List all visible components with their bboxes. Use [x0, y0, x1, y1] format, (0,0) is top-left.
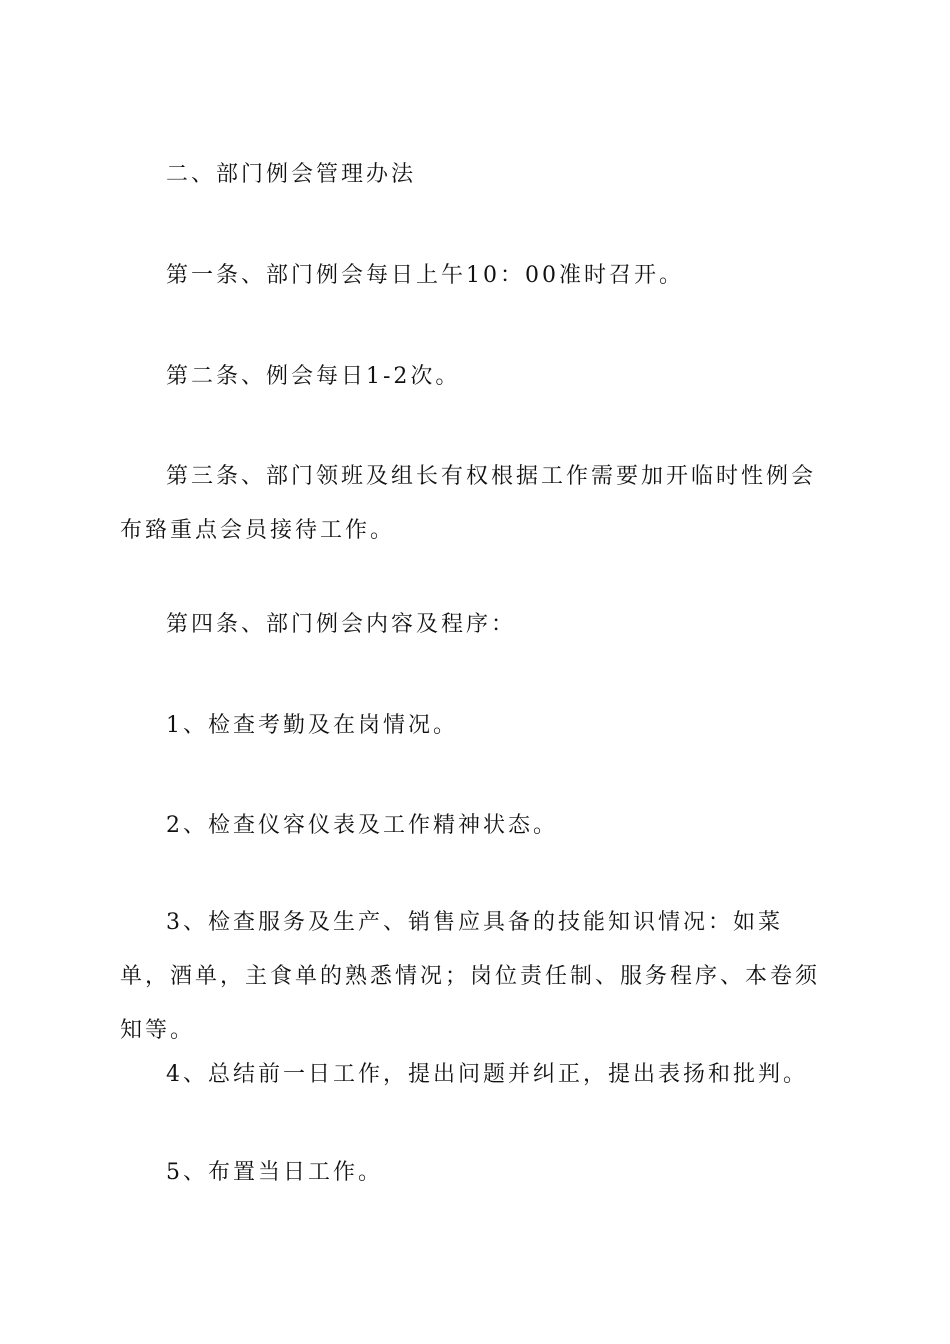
- list-item-5: 5、布置当日工作。: [166, 1160, 383, 1185]
- list-item-1: 1、检查考勤及在岗情况。: [166, 713, 458, 738]
- article-2: 第二条、例会每日1-2次。: [166, 364, 461, 389]
- list-item-2: 2、检查仪容仪表及工作精神状态。: [166, 813, 558, 838]
- article-3: 第三条、部门领班及组长有权根据工作需要加开临时性例会布臵重点会员接待工作。: [120, 464, 817, 543]
- list-item-3: 3、检查服务及生产、销售应具备的技能知识情况：如菜单，酒单，主食单的熟悉情况；岗位责任制、服务程序、本卷须知等。: [120, 910, 821, 1043]
- section-heading: 二、部门例会管理办法: [166, 162, 417, 187]
- list-item-4: 4、总结前一日工作，提出问题并纠正，提出表扬和批判。: [166, 1062, 808, 1087]
- article-4: 第四条、部门例会内容及程序：: [166, 612, 517, 637]
- article-1: 第一条、部门例会每日上午10：00准时召开。: [166, 263, 684, 288]
